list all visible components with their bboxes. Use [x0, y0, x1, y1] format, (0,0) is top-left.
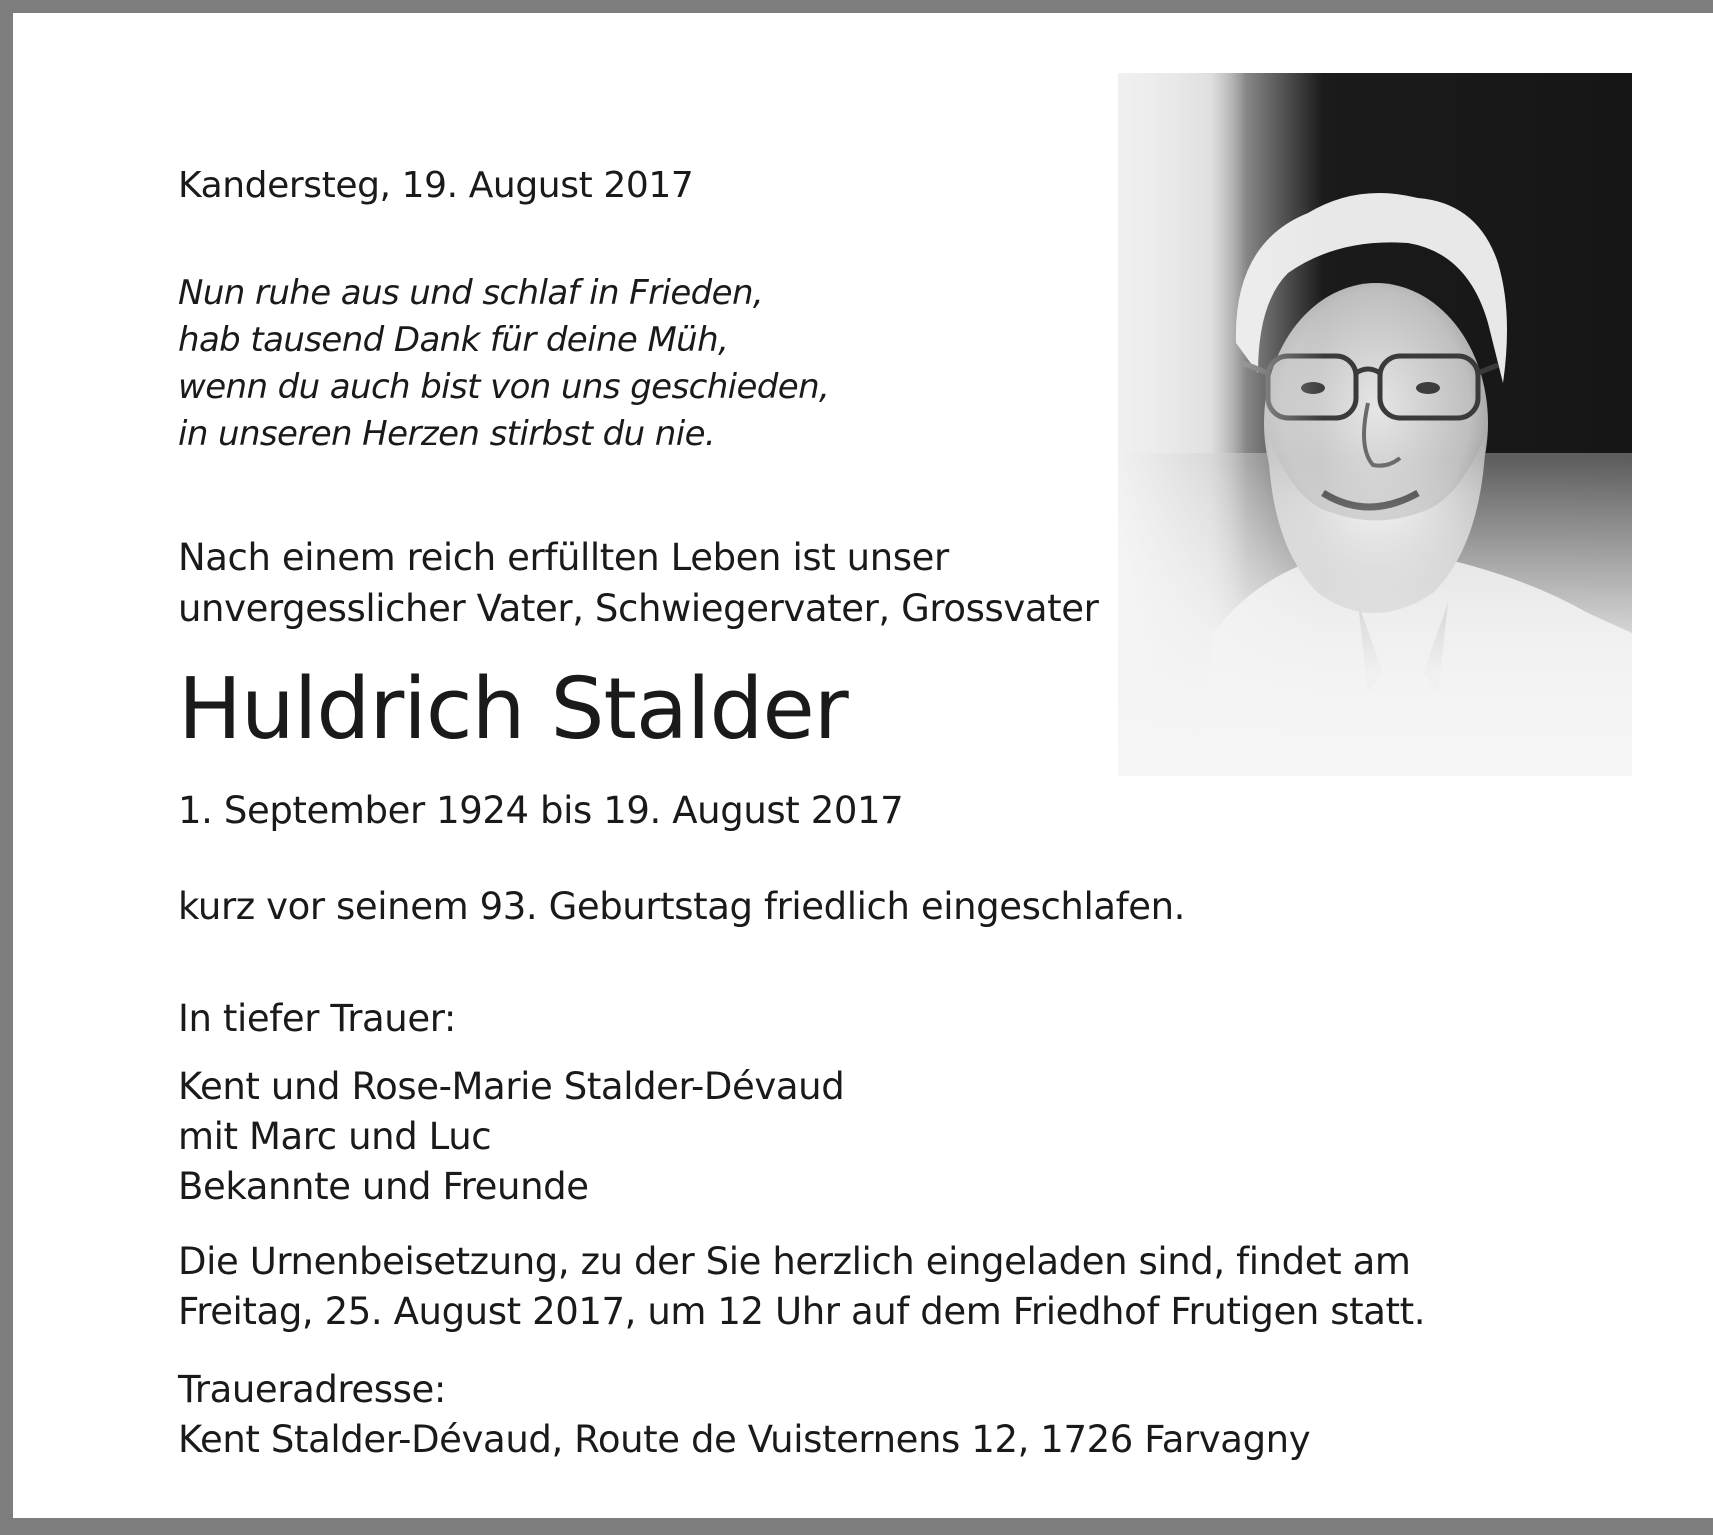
verse-line: hab tausend Dank für deine Müh, [178, 320, 729, 360]
verse-line: wenn du auch bist von uns geschieden, [178, 367, 830, 407]
address-line: Kent Stalder-Dévaud, Route de Vuisternens 12, 1726 Farvagny [178, 1418, 1311, 1461]
mourning-heading: In tiefer Trauer: [178, 997, 456, 1040]
intro-line: Nach einem reich erfüllten Leben ist unser [178, 536, 949, 579]
mourner-line: mit Marc und Luc [178, 1115, 492, 1158]
verse-line: in unseren Herzen stirbst du nie. [178, 414, 716, 454]
mourner-line: Kent und Rose-Marie Stalder-Dévaud [178, 1065, 845, 1108]
mourning-address [178, 1365, 1310, 1465]
mourners-list [178, 1062, 844, 1212]
place-date: Kandersteg, 19. August 2017 [178, 165, 694, 206]
passing-text: kurz vor seinem 93. Geburtstag friedlich eingeschlafen. [178, 885, 1186, 928]
intro-line: unvergesslicher Vater, Schwiegervater, Grossvater [178, 587, 1099, 630]
deceased-name: Huldrich Stalder [178, 660, 848, 759]
address-label: Traueradresse: [178, 1368, 446, 1411]
mourner-line: Bekannte und Freunde [178, 1165, 589, 1208]
verse-line: Nun ruhe aus und schlaf in Frieden, [178, 273, 764, 313]
intro-text [178, 532, 1098, 634]
ceremony-line: Die Urnenbeisetzung, zu der Sie herzlich eingeladen sind, findet am [178, 1240, 1411, 1283]
portrait-photo [1118, 73, 1632, 776]
lifespan: 1. September 1924 bis 19. August 2017 [178, 789, 904, 832]
ceremony-line: Freitag, 25. August 2017, um 12 Uhr auf dem Friedhof Frutigen statt. [178, 1290, 1426, 1333]
ceremony-text [178, 1237, 1425, 1337]
verse [178, 270, 829, 458]
